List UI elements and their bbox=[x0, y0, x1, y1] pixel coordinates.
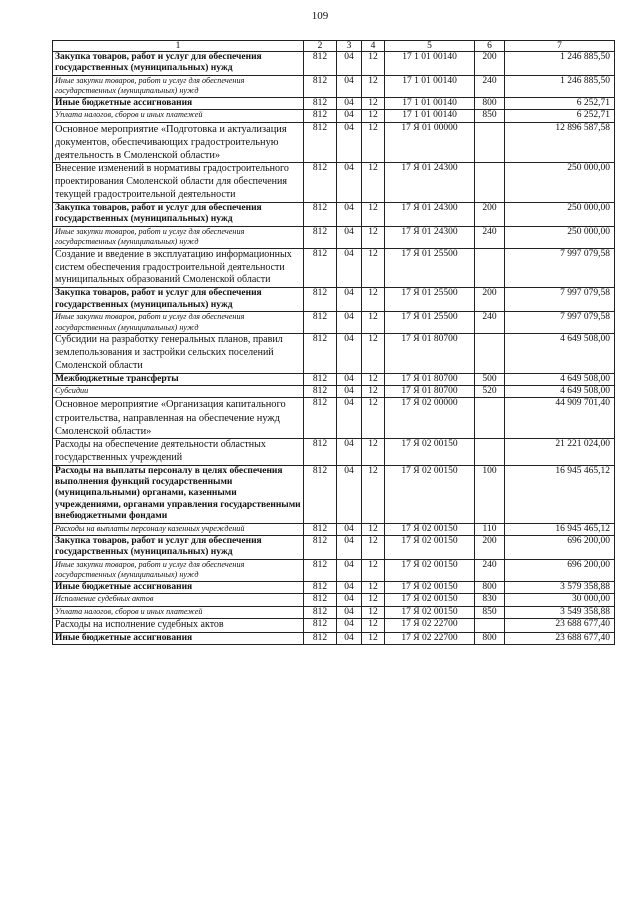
admin-code-cell: 812 bbox=[304, 386, 337, 398]
section-code-cell: 04 bbox=[337, 559, 362, 581]
subsection-code-cell: 12 bbox=[362, 122, 385, 163]
expense-type-cell bbox=[475, 619, 505, 633]
row-name-cell: Расходы на выплаты персоналу казенных учреждений bbox=[53, 523, 304, 535]
table-row bbox=[53, 439, 615, 466]
section-code-cell: 04 bbox=[337, 594, 362, 606]
row-name-cell: Межбюджетные трансферты bbox=[53, 373, 304, 385]
admin-code-cell: 812 bbox=[304, 288, 337, 312]
target-article-cell: 17 Я 01 00000 bbox=[385, 122, 475, 163]
amount-cell: 696 200,00 bbox=[505, 559, 615, 581]
subsection-code-cell: 12 bbox=[362, 52, 385, 76]
table-row bbox=[53, 606, 615, 618]
amount-cell: 30 000,00 bbox=[505, 594, 615, 606]
admin-code-cell: 812 bbox=[304, 312, 337, 334]
expense-type-cell: 850 bbox=[475, 110, 505, 122]
row-name-cell: Создание и введение в эксплуатацию информационных систем обеспечения градостроительной деятельности муниципальных образований Смоленской области bbox=[53, 248, 304, 287]
target-article-cell: 17 Я 02 00150 bbox=[385, 559, 475, 581]
target-article-cell: 17 1 01 00140 bbox=[385, 98, 475, 110]
section-code-cell: 04 bbox=[337, 373, 362, 385]
target-article-cell: 17 1 01 00140 bbox=[385, 52, 475, 76]
section-code-cell: 04 bbox=[337, 386, 362, 398]
amount-cell: 6 252,71 bbox=[505, 98, 615, 110]
expense-type-cell: 850 bbox=[475, 606, 505, 618]
table-row bbox=[53, 226, 615, 248]
section-code-cell: 04 bbox=[337, 163, 362, 202]
section-code-cell: 04 bbox=[337, 122, 362, 163]
subsection-code-cell: 12 bbox=[362, 398, 385, 439]
header-col-7: 7 bbox=[505, 41, 615, 52]
table-row bbox=[53, 582, 615, 594]
amount-cell: 4 649 508,00 bbox=[505, 334, 615, 373]
admin-code-cell: 812 bbox=[304, 110, 337, 122]
row-name-cell: Основное мероприятие «Организация капитального строительства, направленная на обеспечение нужд Смоленской области» bbox=[53, 398, 304, 439]
amount-cell: 4 649 508,00 bbox=[505, 373, 615, 385]
target-article-cell: 17 Я 02 00150 bbox=[385, 523, 475, 535]
subsection-code-cell: 12 bbox=[362, 312, 385, 334]
budget-table-container bbox=[52, 40, 614, 645]
table-row bbox=[53, 398, 615, 439]
admin-code-cell: 812 bbox=[304, 465, 337, 523]
target-article-cell: 17 Я 01 25500 bbox=[385, 288, 475, 312]
admin-code-cell: 812 bbox=[304, 52, 337, 76]
amount-cell: 1 246 885,50 bbox=[505, 52, 615, 76]
subsection-code-cell: 12 bbox=[362, 523, 385, 535]
table-row bbox=[53, 386, 615, 398]
table-row bbox=[53, 288, 615, 312]
row-name-cell: Закупка товаров, работ и услуг для обеспечения государственных (муниципальных) нужд bbox=[53, 202, 304, 226]
expense-type-cell: 200 bbox=[475, 202, 505, 226]
expense-type-cell bbox=[475, 334, 505, 373]
table-row bbox=[53, 334, 615, 373]
table-body bbox=[53, 52, 615, 645]
header-col-4: 4 bbox=[362, 41, 385, 52]
admin-code-cell: 812 bbox=[304, 559, 337, 581]
subsection-code-cell: 12 bbox=[362, 98, 385, 110]
subsection-code-cell: 12 bbox=[362, 226, 385, 248]
row-name-cell: Закупка товаров, работ и услуг для обеспечения государственных (муниципальных) нужд bbox=[53, 288, 304, 312]
table-row bbox=[53, 633, 615, 645]
expense-type-cell: 240 bbox=[475, 559, 505, 581]
section-code-cell: 04 bbox=[337, 288, 362, 312]
row-name-cell: Расходы на обеспечение деятельности областных государственных учреждений bbox=[53, 439, 304, 466]
admin-code-cell: 812 bbox=[304, 98, 337, 110]
subsection-code-cell: 12 bbox=[362, 582, 385, 594]
target-article-cell: 17 Я 02 00150 bbox=[385, 536, 475, 560]
subsection-code-cell: 12 bbox=[362, 465, 385, 523]
target-article-cell: 17 Я 02 00000 bbox=[385, 398, 475, 439]
expense-type-cell: 800 bbox=[475, 633, 505, 645]
expense-type-cell: 800 bbox=[475, 98, 505, 110]
admin-code-cell: 812 bbox=[304, 226, 337, 248]
header-col-6: 6 bbox=[475, 41, 505, 52]
subsection-code-cell: 12 bbox=[362, 619, 385, 633]
section-code-cell: 04 bbox=[337, 334, 362, 373]
section-code-cell: 04 bbox=[337, 523, 362, 535]
table-row bbox=[53, 312, 615, 334]
admin-code-cell: 812 bbox=[304, 163, 337, 202]
amount-cell: 4 649 508,00 bbox=[505, 386, 615, 398]
expense-type-cell: 110 bbox=[475, 523, 505, 535]
target-article-cell: 17 Я 02 00150 bbox=[385, 439, 475, 466]
target-article-cell: 17 1 01 00140 bbox=[385, 75, 475, 97]
section-code-cell: 04 bbox=[337, 633, 362, 645]
admin-code-cell: 812 bbox=[304, 248, 337, 287]
admin-code-cell: 812 bbox=[304, 334, 337, 373]
amount-cell: 23 688 677,40 bbox=[505, 619, 615, 633]
target-article-cell: 17 Я 01 24300 bbox=[385, 163, 475, 202]
subsection-code-cell: 12 bbox=[362, 75, 385, 97]
table-row bbox=[53, 523, 615, 535]
table-row bbox=[53, 465, 615, 523]
expense-type-cell: 200 bbox=[475, 288, 505, 312]
expense-type-cell: 200 bbox=[475, 536, 505, 560]
section-code-cell: 04 bbox=[337, 398, 362, 439]
row-name-cell: Иные бюджетные ассигнования bbox=[53, 98, 304, 110]
amount-cell: 1 246 885,50 bbox=[505, 75, 615, 97]
target-article-cell: 17 Я 01 24300 bbox=[385, 202, 475, 226]
subsection-code-cell: 12 bbox=[362, 386, 385, 398]
expense-type-cell: 240 bbox=[475, 312, 505, 334]
section-code-cell: 04 bbox=[337, 110, 362, 122]
subsection-code-cell: 12 bbox=[362, 163, 385, 202]
section-code-cell: 04 bbox=[337, 226, 362, 248]
section-code-cell: 04 bbox=[337, 248, 362, 287]
table-row bbox=[53, 163, 615, 202]
subsection-code-cell: 12 bbox=[362, 633, 385, 645]
admin-code-cell: 812 bbox=[304, 75, 337, 97]
amount-cell: 16 945 465,12 bbox=[505, 465, 615, 523]
target-article-cell: 17 1 01 00140 bbox=[385, 110, 475, 122]
subsection-code-cell: 12 bbox=[362, 248, 385, 287]
subsection-code-cell: 12 bbox=[362, 439, 385, 466]
expense-type-cell: 200 bbox=[475, 52, 505, 76]
table-row bbox=[53, 594, 615, 606]
subsection-code-cell: 12 bbox=[362, 373, 385, 385]
subsection-code-cell: 12 bbox=[362, 288, 385, 312]
admin-code-cell: 812 bbox=[304, 633, 337, 645]
table-row bbox=[53, 202, 615, 226]
amount-cell: 3 549 358,88 bbox=[505, 606, 615, 618]
header-col-2: 2 bbox=[304, 41, 337, 52]
subsection-code-cell: 12 bbox=[362, 606, 385, 618]
section-code-cell: 04 bbox=[337, 582, 362, 594]
section-code-cell: 04 bbox=[337, 465, 362, 523]
expense-type-cell: 500 bbox=[475, 373, 505, 385]
target-article-cell: 17 Я 02 00150 bbox=[385, 606, 475, 618]
header-col-5: 5 bbox=[385, 41, 475, 52]
amount-cell: 250 000,00 bbox=[505, 226, 615, 248]
expense-type-cell bbox=[475, 398, 505, 439]
amount-cell: 23 688 677,40 bbox=[505, 633, 615, 645]
header-row bbox=[53, 41, 615, 52]
header-col-3: 3 bbox=[337, 41, 362, 52]
row-name-cell: Расходы на исполнение судебных актов bbox=[53, 619, 304, 633]
amount-cell: 6 252,71 bbox=[505, 110, 615, 122]
expense-type-cell: 240 bbox=[475, 75, 505, 97]
amount-cell: 250 000,00 bbox=[505, 202, 615, 226]
section-code-cell: 04 bbox=[337, 312, 362, 334]
admin-code-cell: 812 bbox=[304, 202, 337, 226]
admin-code-cell: 812 bbox=[304, 398, 337, 439]
admin-code-cell: 812 bbox=[304, 439, 337, 466]
row-name-cell: Уплата налогов, сборов и иных платежей bbox=[53, 110, 304, 122]
target-article-cell: 17 Я 02 22700 bbox=[385, 633, 475, 645]
target-article-cell: 17 Я 01 80700 bbox=[385, 386, 475, 398]
amount-cell: 3 579 358,88 bbox=[505, 582, 615, 594]
target-article-cell: 17 Я 02 00150 bbox=[385, 465, 475, 523]
row-name-cell: Закупка товаров, работ и услуг для обеспечения государственных (муниципальных) нужд bbox=[53, 536, 304, 560]
row-name-cell: Расходы на выплаты персоналу в целях обеспечения выполнения функций государственными (муниципальными) органами, казенными учреждениями, органами управления государственными внебюджетными фондами bbox=[53, 465, 304, 523]
amount-cell: 250 000,00 bbox=[505, 163, 615, 202]
section-code-cell: 04 bbox=[337, 619, 362, 633]
expense-type-cell: 100 bbox=[475, 465, 505, 523]
table-row bbox=[53, 75, 615, 97]
amount-cell: 21 221 024,00 bbox=[505, 439, 615, 466]
budget-table bbox=[52, 40, 615, 645]
section-code-cell: 04 bbox=[337, 536, 362, 560]
target-article-cell: 17 Я 01 24300 bbox=[385, 226, 475, 248]
subsection-code-cell: 12 bbox=[362, 202, 385, 226]
admin-code-cell: 812 bbox=[304, 122, 337, 163]
target-article-cell: 17 Я 02 00150 bbox=[385, 582, 475, 594]
subsection-code-cell: 12 bbox=[362, 334, 385, 373]
admin-code-cell: 812 bbox=[304, 594, 337, 606]
amount-cell: 16 945 465,12 bbox=[505, 523, 615, 535]
subsection-code-cell: 12 bbox=[362, 559, 385, 581]
row-name-cell: Иные бюджетные ассигнования bbox=[53, 633, 304, 645]
target-article-cell: 17 Я 01 80700 bbox=[385, 373, 475, 385]
row-name-cell: Внесение изменений в нормативы градостроительного проектирования Смоленской области для обеспечения текущей градостроительной деятельности bbox=[53, 163, 304, 202]
row-name-cell: Основное мероприятие «Подготовка и актуализация документов, обеспечивающих градостроительную деятельность в Смоленской области» bbox=[53, 122, 304, 163]
table-row bbox=[53, 122, 615, 163]
amount-cell: 7 997 079,58 bbox=[505, 288, 615, 312]
expense-type-cell: 800 bbox=[475, 582, 505, 594]
row-name-cell: Иные закупки товаров, работ и услуг для обеспечения государственных (муниципальных) нужд bbox=[53, 226, 304, 248]
target-article-cell: 17 Я 02 22700 bbox=[385, 619, 475, 633]
section-code-cell: 04 bbox=[337, 52, 362, 76]
admin-code-cell: 812 bbox=[304, 619, 337, 633]
amount-cell: 7 997 079,58 bbox=[505, 312, 615, 334]
amount-cell: 44 909 701,40 bbox=[505, 398, 615, 439]
table-row bbox=[53, 373, 615, 385]
expense-type-cell: 520 bbox=[475, 386, 505, 398]
row-name-cell: Исполнение судебных актов bbox=[53, 594, 304, 606]
section-code-cell: 04 bbox=[337, 98, 362, 110]
amount-cell: 696 200,00 bbox=[505, 536, 615, 560]
expense-type-cell bbox=[475, 248, 505, 287]
expense-type-cell bbox=[475, 122, 505, 163]
section-code-cell: 04 bbox=[337, 75, 362, 97]
subsection-code-cell: 12 bbox=[362, 110, 385, 122]
amount-cell: 12 896 587,58 bbox=[505, 122, 615, 163]
row-name-cell: Иные закупки товаров, работ и услуг для обеспечения государственных (муниципальных) нужд bbox=[53, 75, 304, 97]
row-name-cell: Иные закупки товаров, работ и услуг для обеспечения государственных (муниципальных) нужд bbox=[53, 312, 304, 334]
row-name-cell: Закупка товаров, работ и услуг для обеспечения государственных (муниципальных) нужд bbox=[53, 52, 304, 76]
subsection-code-cell: 12 bbox=[362, 594, 385, 606]
target-article-cell: 17 Я 01 80700 bbox=[385, 334, 475, 373]
table-row bbox=[53, 619, 615, 633]
table-row bbox=[53, 536, 615, 560]
row-name-cell: Субсидии bbox=[53, 386, 304, 398]
table-row bbox=[53, 248, 615, 287]
expense-type-cell bbox=[475, 439, 505, 466]
admin-code-cell: 812 bbox=[304, 582, 337, 594]
section-code-cell: 04 bbox=[337, 439, 362, 466]
admin-code-cell: 812 bbox=[304, 523, 337, 535]
row-name-cell: Иные закупки товаров, работ и услуг для обеспечения государственных (муниципальных) нужд bbox=[53, 559, 304, 581]
expense-type-cell bbox=[475, 163, 505, 202]
row-name-cell: Субсидии на разработку генеральных планов, правил землепользования и застройки сельских поселений Смоленской области bbox=[53, 334, 304, 373]
page-number: 109 bbox=[311, 10, 329, 22]
subsection-code-cell: 12 bbox=[362, 536, 385, 560]
expense-type-cell: 830 bbox=[475, 594, 505, 606]
amount-cell: 7 997 079,58 bbox=[505, 248, 615, 287]
row-name-cell: Иные бюджетные ассигнования bbox=[53, 582, 304, 594]
admin-code-cell: 812 bbox=[304, 536, 337, 560]
table-row bbox=[53, 110, 615, 122]
admin-code-cell: 812 bbox=[304, 606, 337, 618]
target-article-cell: 17 Я 02 00150 bbox=[385, 594, 475, 606]
section-code-cell: 04 bbox=[337, 606, 362, 618]
target-article-cell: 17 Я 01 25500 bbox=[385, 248, 475, 287]
row-name-cell: Уплата налогов, сборов и иных платежей bbox=[53, 606, 304, 618]
target-article-cell: 17 Я 01 25500 bbox=[385, 312, 475, 334]
expense-type-cell: 240 bbox=[475, 226, 505, 248]
header-col-1: 1 bbox=[53, 41, 304, 52]
table-row bbox=[53, 52, 615, 76]
table-row bbox=[53, 98, 615, 110]
section-code-cell: 04 bbox=[337, 202, 362, 226]
admin-code-cell: 812 bbox=[304, 373, 337, 385]
table-row bbox=[53, 559, 615, 581]
